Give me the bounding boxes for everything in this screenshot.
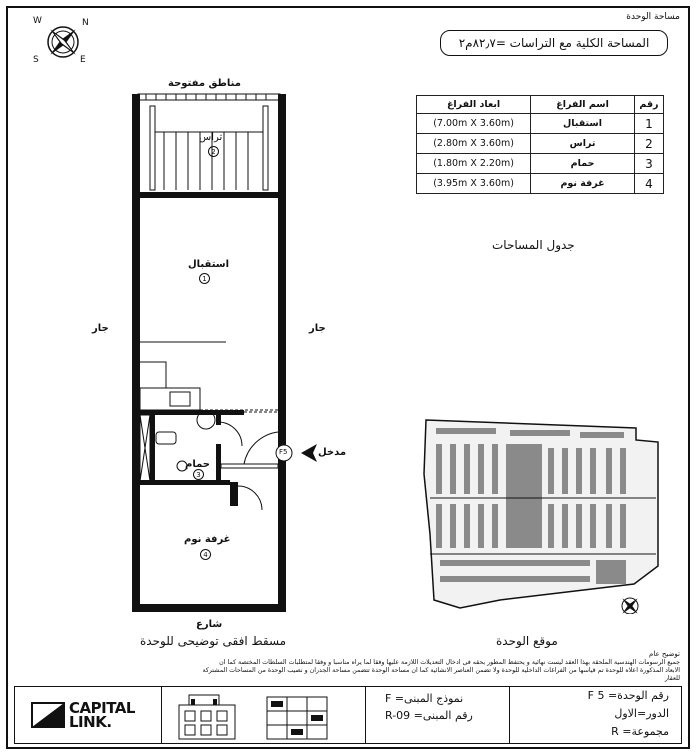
notes-line-2: الابعاد المذكورة اعلاه للوحدة تم قياسها من الفراغات الداخلية للوحدة ولا تضمن العناصر الانشائية كما ان مساحة الوحدة تتضمن مساحة الجدران و نصيب الوحدة من المساحات المشتركة xyxy=(202,667,680,674)
row-num: 4 xyxy=(634,174,663,194)
row-dims: (3.95m X 3.60m) xyxy=(417,174,531,194)
bath-num: 3 xyxy=(193,469,204,480)
entrance-arrow-icon xyxy=(301,444,317,462)
entrance-label: مدخل xyxy=(318,447,347,458)
row-dims: (2.80m X 3.60m) xyxy=(417,134,531,154)
logo-line-2: LINK. xyxy=(69,713,112,731)
unit-area-label: مساحة الوحدة xyxy=(626,12,680,22)
col-dims: ابعاد الفراغ xyxy=(417,96,531,114)
terrace-label: تراس xyxy=(199,132,223,143)
row-dims: (7.00m X 3.60m) xyxy=(417,114,531,134)
notes-line-1: جميع الرسومات الهندسية الملحقة بهذا العقد ليست نهائية و يحتفظ المطور بحقه فى ادخال التعديلات اللازمة عليها وفقا لما يراه مناسبا و وفقا لمتطلبات السلطات المختصة كما ان xyxy=(219,659,680,666)
bedroom-label: غرفة نوم xyxy=(184,534,231,545)
row-num: 3 xyxy=(634,154,663,174)
table-row xyxy=(417,154,664,174)
row-num: 1 xyxy=(634,114,663,134)
row-name: استقبال xyxy=(531,114,635,134)
title-block xyxy=(14,686,682,744)
unit-tag: F5 xyxy=(279,448,288,456)
floor-level: الدور=الاول xyxy=(614,707,669,720)
compass-e: E xyxy=(80,55,86,65)
street-label: شارع xyxy=(196,619,223,630)
group-code: مجموعة= R xyxy=(611,725,669,738)
terrace-num: 2 xyxy=(208,146,219,157)
total-area-box: المساحة الكلية مع التراسات =٨٢٫٧م٢ xyxy=(440,30,668,56)
area-table-header xyxy=(417,96,664,114)
compass-s: S xyxy=(33,55,39,65)
neighbor-left-label: جار xyxy=(92,323,109,334)
bedroom-num: 4 xyxy=(200,549,211,560)
area-table-caption: جدول المساحات xyxy=(492,238,575,252)
notes-title: توضيح عام xyxy=(648,650,680,658)
table-row xyxy=(417,134,664,154)
plan-caption: مسقط افقى توضيحى للوحدة xyxy=(140,634,287,648)
row-name: حمام xyxy=(531,154,635,174)
building-model: نموذج المبنى= F xyxy=(385,692,464,705)
site-caption: موقع الوحدة xyxy=(496,634,558,648)
bath-label: حمام xyxy=(185,459,210,470)
row-name: تراس xyxy=(531,134,635,154)
table-row xyxy=(417,114,664,134)
row-name: غرفة نوم xyxy=(531,174,635,194)
unit-number: رقم الوحدة= F 5 xyxy=(587,689,669,702)
reception-label: استقبال xyxy=(188,259,230,270)
reception-num: 1 xyxy=(199,273,210,284)
building-number: رقم المبنى= R-09 xyxy=(385,709,473,722)
table-row xyxy=(417,174,664,194)
open-areas-label: مناطق مفتوحة xyxy=(168,78,241,89)
compass-n: N xyxy=(82,18,89,28)
compass-w: W xyxy=(33,16,42,26)
area-table xyxy=(416,95,664,194)
capital-link-logo-icon xyxy=(31,702,65,728)
building-sketches xyxy=(175,691,355,741)
row-dims: (1.80m X 2.20m) xyxy=(417,154,531,174)
notes-line-3: للعقار xyxy=(664,675,680,682)
neighbor-right-label: جار xyxy=(309,323,326,334)
site-map xyxy=(420,414,664,614)
row-num: 2 xyxy=(634,134,663,154)
logo-line-1: CAPITAL xyxy=(69,699,135,717)
col-num: رقم xyxy=(634,96,663,114)
col-name: اسم الفراغ xyxy=(531,96,635,114)
